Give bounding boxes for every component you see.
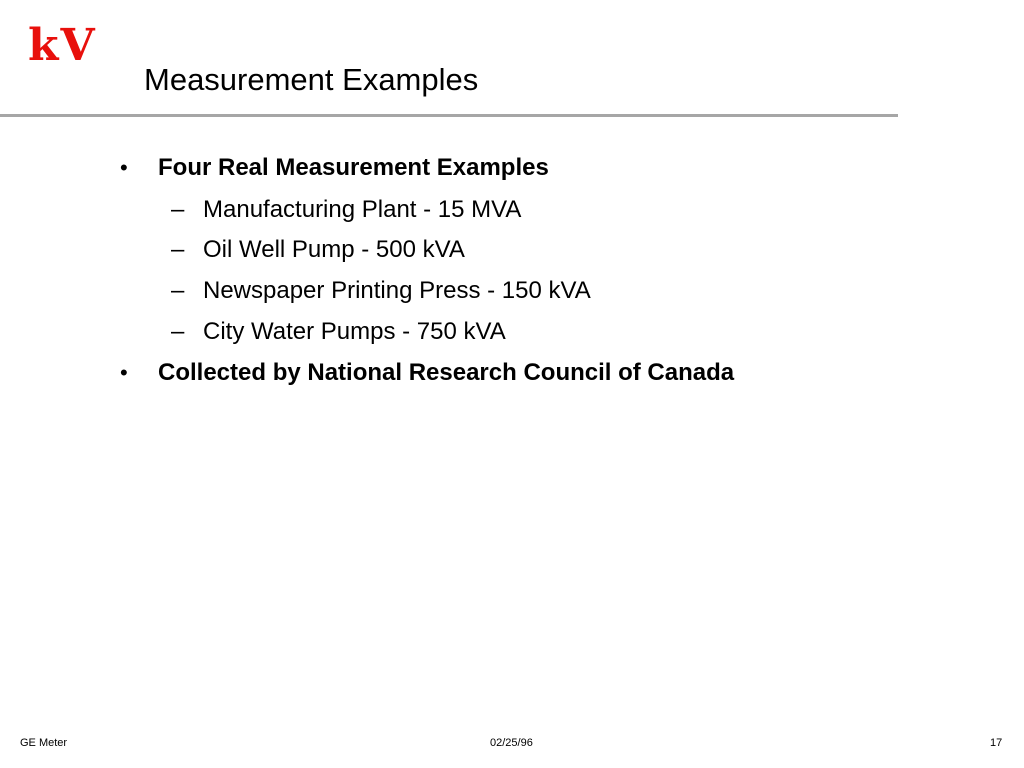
bullet-marker: • [120,155,128,180]
dash-marker: – [171,277,185,304]
sub-bullet-text: Oil Well Pump - 500 kVA [203,236,465,263]
sub-bullet-text: Newspaper Printing Press - 150 kVA [203,277,591,304]
bullet-text: Collected by National Research Council of Canada [158,359,735,386]
bullet-text: Four Real Measurement Examples [158,154,549,181]
bullet-marker: • [120,360,128,385]
slide-title: Measurement Examples [144,62,479,97]
dash-marker: – [171,318,185,345]
footer-page-number: 17 [990,737,1003,749]
dash-marker: – [171,196,185,223]
footer-date: 02/25/96 [490,737,533,749]
footer-left: GE Meter [20,737,68,749]
sub-bullet-text: City Water Pumps - 750 kVA [203,318,506,345]
dash-marker: – [171,236,185,263]
sub-bullet-text: Manufacturing Plant - 15 MVA [203,196,522,223]
kv-logo: kV [28,20,97,71]
title-divider [0,114,898,117]
